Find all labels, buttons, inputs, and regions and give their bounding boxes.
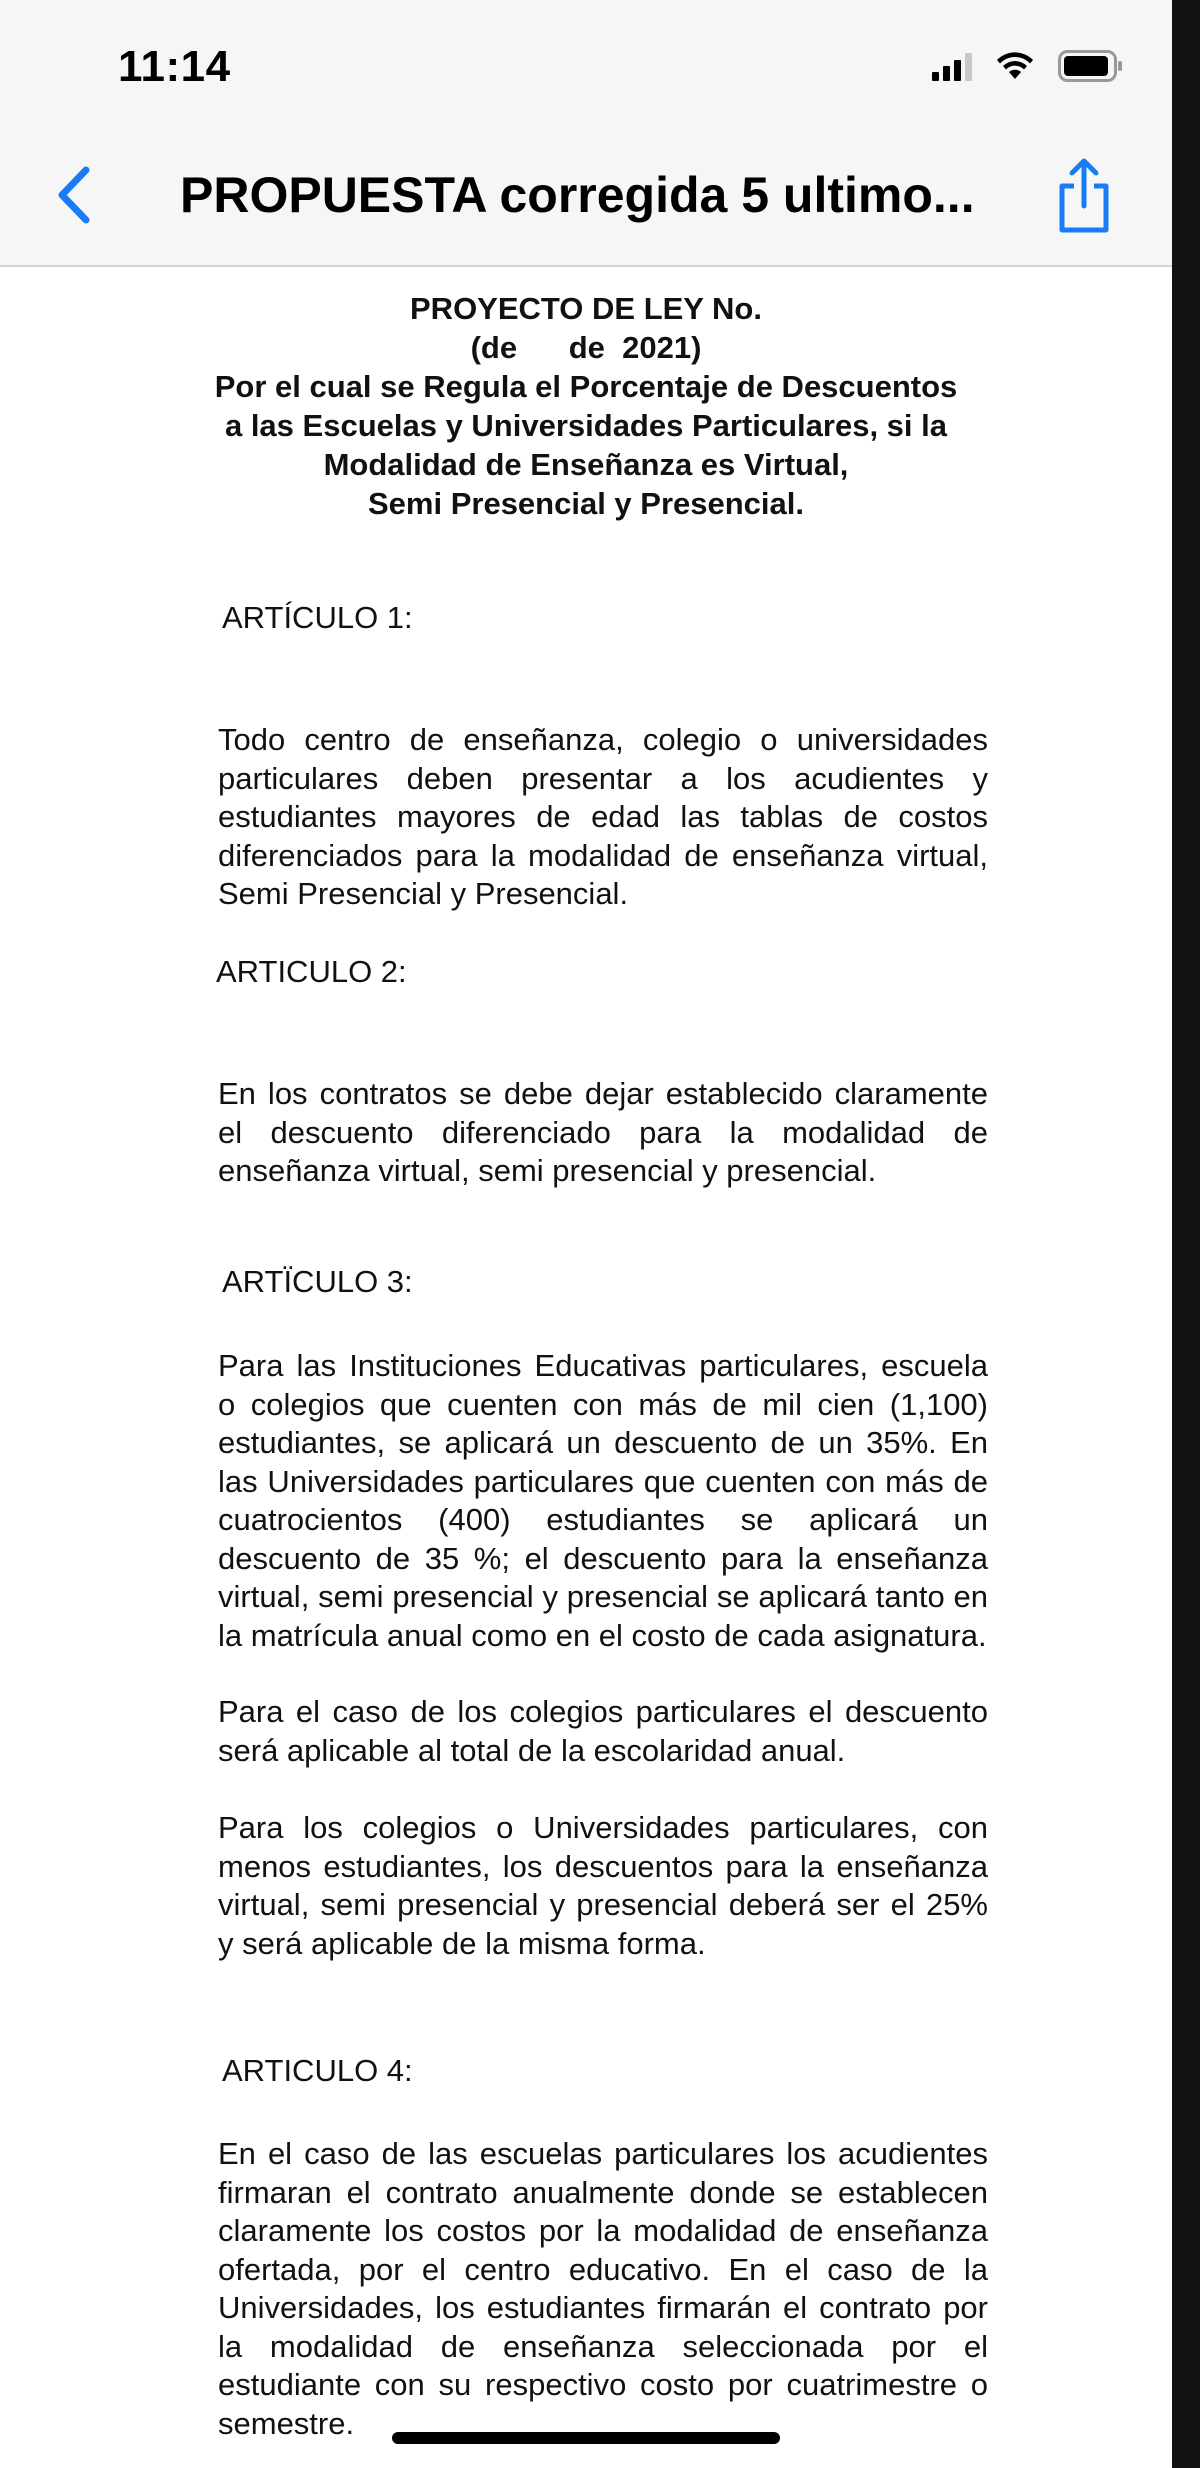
heading-line: Semi Presencial y Presencial. <box>368 486 804 521</box>
article-3-paragraph: Para las Instituciones Educativas particulares, escuela o colegios que cuenten con más de mil cien (1,100) estudiantes, se aplicará un descuento de un 35%. En las Universidades particulares que cuenten con más de cuatrocientos (400) estudiantes se aplicará un descuento de 35 %; el descuento para la enseñanza virtual, semi presencial y presencial se aplicará tanto en la matrícula anual como en el costo de cada asignatura. <box>218 1348 988 1653</box>
article-3-label: ARTÏCULO 3: <box>222 1264 413 1299</box>
article-3-paragraph: Para los colegios o Universidades particulares, con menos estudiantes, los descuentos para la enseñanza virtual, semi presencial y presencial deberá ser el 25% y será aplicable de la misma forma. <box>218 1810 988 1961</box>
document-title: PROPUESTA corregida 5 ultimo... <box>180 167 975 223</box>
article-1-label: ARTÍCULO 1: <box>222 600 413 635</box>
status-time: 11:14 <box>118 42 231 91</box>
cellular-signal-icon <box>932 51 972 81</box>
status-icons <box>932 50 1124 82</box>
article-2-label: ARTICULO 2: <box>216 954 407 989</box>
screen-edge <box>1172 0 1200 2468</box>
heading-line: PROYECTO DE LEY No. <box>410 291 762 326</box>
article-3-paragraph: Para el caso de los colegios particulares el descuento será aplicable al total de la escolaridad anual. <box>218 1694 988 1768</box>
article-1-paragraph: Todo centro de enseñanza, colegio o universidades particulares deben presentar a los acudientes y estudiantes mayores de edad las tablas de costos diferenciados para la modalidad de enseñanza virtual, Semi Presencial y Presencial. <box>218 722 988 911</box>
document-heading <box>0 289 1172 523</box>
wifi-icon <box>996 51 1034 81</box>
navigation-header <box>0 0 1172 267</box>
back-chevron-icon[interactable] <box>46 160 106 230</box>
heading-line: (de de 2021) <box>470 330 702 365</box>
article-4-paragraph: En el caso de las escuelas particulares los acudientes firmaran el contrato anualmente donde se establecen claramente los costos por la modalidad de enseñanza ofertada, por el centro educativo. En el caso de la Universidades, los estudiantes firmarán el contrato por la modalidad de enseñanza seleccionada por el estudiante con su respectivo costo por cuatrimestre o semestre. <box>218 2136 988 2441</box>
share-icon[interactable] <box>1052 156 1116 236</box>
home-indicator[interactable] <box>392 2432 780 2444</box>
heading-line: Modalidad de Enseñanza es Virtual, <box>323 447 849 482</box>
battery-icon <box>1058 50 1124 82</box>
article-4-label: ARTICULO 4: <box>222 2053 413 2088</box>
heading-line: a las Escuelas y Universidades Particulares, si la <box>224 408 948 443</box>
article-2-paragraph: En los contratos se debe dejar establecido claramente el descuento diferenciado para la modalidad de enseñanza virtual, semi presencial y presencial. <box>218 1076 988 1188</box>
heading-line: Por el cual se Regula el Porcentaje de Descuentos <box>214 369 958 404</box>
